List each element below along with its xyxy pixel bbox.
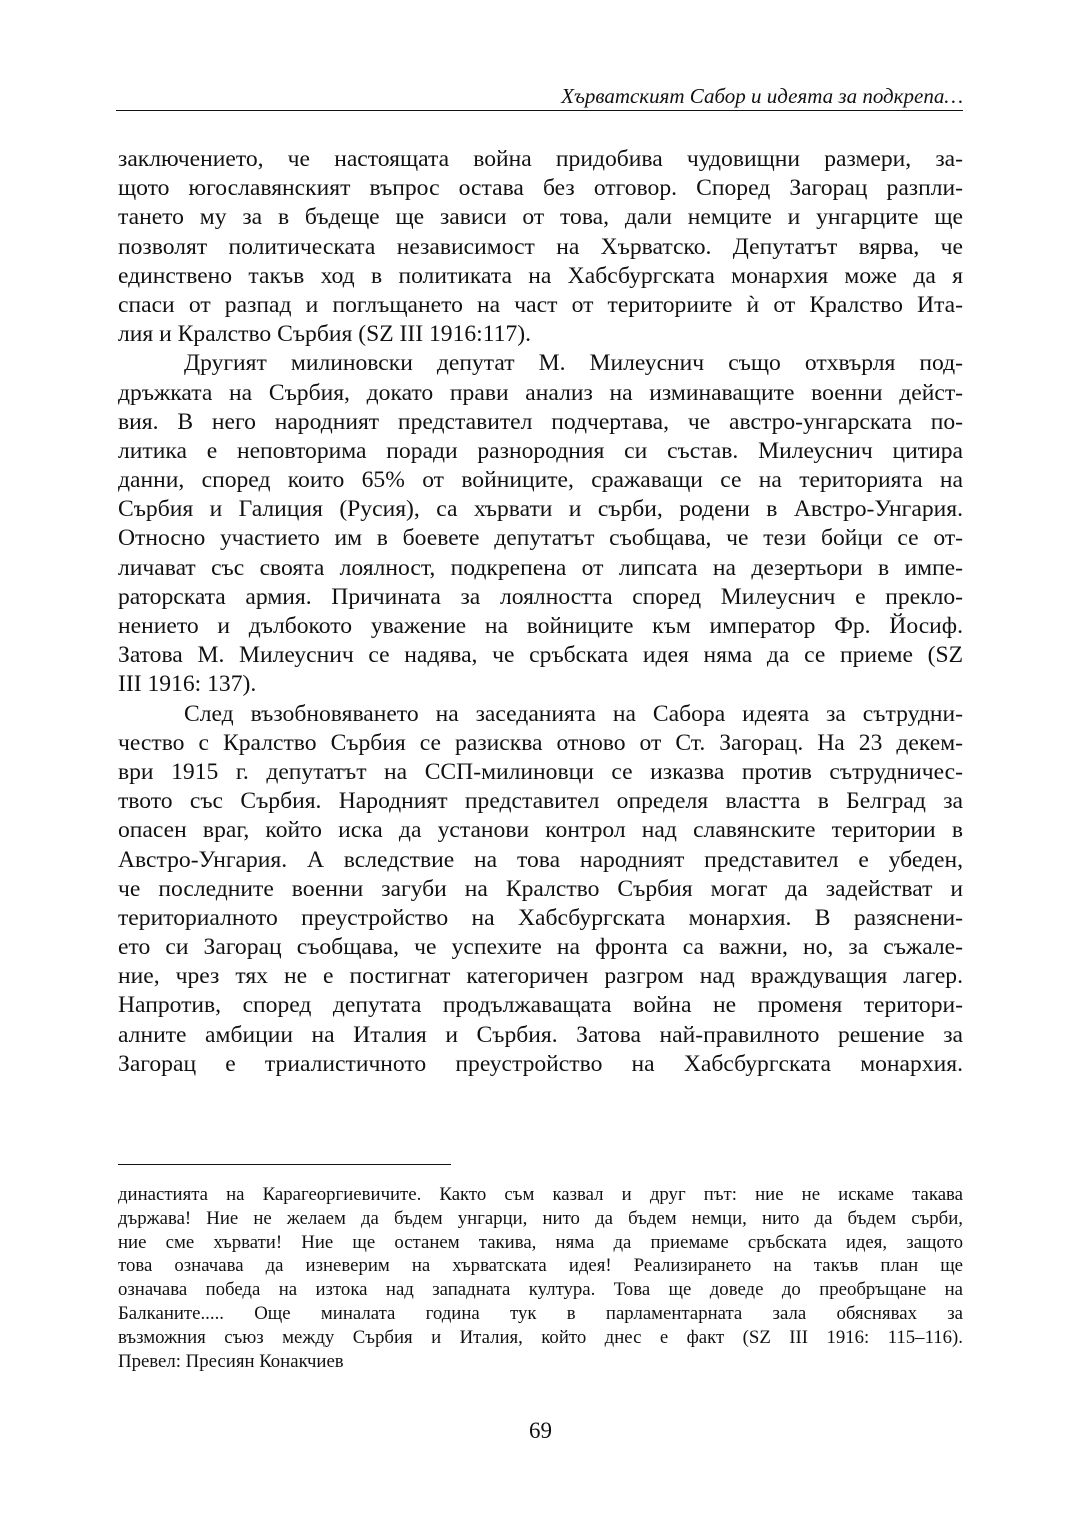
text-line: лия и Кралство Сърбия (SZ III 1916:117). bbox=[118, 321, 532, 348]
text-line: Напротив, според депутата продължаващата война не променя територи- bbox=[118, 992, 963, 1019]
text-line: Сърбия и Галиция (Русия), са хървати и сърби, родени в Австро-Унгария. bbox=[118, 496, 963, 523]
text-line: раторската армия. Причината за лоялността според Милеуснич е прекло- bbox=[118, 583, 963, 610]
text-line: ето си Загорац съобщава, че успехите на фронта са важни, но, за съжале- bbox=[118, 934, 963, 961]
text-line: личават със своята лоялност, подкрепена от липсата на дезертьори в импе- bbox=[118, 554, 963, 581]
text-line: Австро-Унгария. А вследствие на това народният представител е убеден, bbox=[118, 846, 963, 873]
text-line: опасен враг, който иска да установи контрол над славянските територии в bbox=[118, 817, 963, 844]
footnote-line: династията на Карагеоргиевичите. Както съм казвал и друг път: ние не искаме такава bbox=[118, 1184, 963, 1205]
text-line: дръжката на Сърбия, докато прави анализ на изминаващите военни дейст- bbox=[118, 379, 963, 406]
footnote-line: държава! Ние не желаем да бъдем унгарци, нито да бъдем немци, нито да бъдем сърби, bbox=[118, 1207, 963, 1229]
footnote-rule bbox=[118, 1164, 451, 1165]
text-line: алните амбиции на Италия и Сърбия. Затова най-правилното решение за bbox=[118, 1021, 963, 1048]
footnote-line: означава победа на изтока над западната култура. Това ще доведе до преобръщане на bbox=[118, 1279, 963, 1301]
body-text bbox=[118, 145, 963, 1079]
text-line: III 1916: 137). bbox=[118, 671, 257, 698]
footnote-line: това означава да изневерим на хърватската идея! Реализирането на такъв план ще bbox=[118, 1255, 963, 1277]
page-number: 69 bbox=[529, 1418, 552, 1443]
text-line: ние, чрез тях не е постигнат категоричен разгром над враждуващия лагер. bbox=[118, 963, 963, 990]
text-line: териториалното преустройство на Хабсбургската монархия. В разяснени- bbox=[118, 904, 963, 931]
text-line: твото със Сърбия. Народният представител определя властта в Белград за bbox=[118, 788, 963, 815]
text-line: нението и дълбокото уважение на войниците към император Фр. Йосиф. bbox=[118, 613, 963, 639]
text-line: вия. В него народният представител подчертава, че австро-унгарската по- bbox=[118, 408, 963, 435]
text-line: Затова М. Милеуснич се надява, че сръбската идея няма да се приеме (SZ bbox=[118, 642, 963, 669]
text-line: заключението, че настоящата война придобива чудовищни размери, за- bbox=[118, 146, 963, 172]
header-rule bbox=[116, 110, 963, 111]
text-line: тането му за в бъдеще ще зависи от това, дали немците и унгарците ще bbox=[118, 204, 963, 231]
footnote bbox=[118, 1183, 963, 1373]
footnote-line: Балканите..... Още миналата година тук в парламентарната зала обяснявах за bbox=[118, 1302, 963, 1324]
text-line: Относно участието им в боевете депутатът съобщава, че тези бойци се от- bbox=[118, 525, 963, 552]
text-line: спаси от разпад и поглъщането на част от териториите ѝ от Кралство Ита- bbox=[118, 291, 963, 318]
text-line: Загорац е триалистичното преустройство на Хабсбургската монархия. bbox=[118, 1050, 963, 1077]
footnote-line: Превел: Пресиян Конакчиев bbox=[118, 1350, 344, 1372]
text-line: щото югославянският въпрос остава без отговор. Според Загорац разпли- bbox=[118, 175, 963, 202]
text-line: единствено такъв ход в политиката на Хабсбургската монархия може да я bbox=[118, 262, 963, 289]
text-line: позволят политическата независимост на Хърватско. Депутатът вярва, че bbox=[118, 233, 963, 260]
text-line: чество с Кралство Сърбия се разисква отново от Ст. Загорац. На 23 декем- bbox=[118, 729, 963, 756]
running-header: Хърватският Сабор и идеята за подкрепа… bbox=[561, 84, 963, 108]
footnote-line: възможния съюз между Сърбия и Италия, който днес е факт (SZ III 1916: 115–116). bbox=[118, 1326, 963, 1348]
text-line: След възобновяването на заседанията на Сабора идеята за сътрудни- bbox=[184, 700, 963, 727]
text-line: Другият милиновски депутат М. Милеуснич също отхвърля под- bbox=[184, 350, 963, 377]
footnote-line: ние сме хървати! Ние ще останем такива, няма да приемаме сръбската идея, защото bbox=[118, 1231, 963, 1253]
text-line: че последните военни загуби на Кралство Сърбия могат да задействат и bbox=[118, 875, 963, 902]
text-line: литика е неповторима поради разнородния си състав. Милеуснич цитира bbox=[118, 437, 963, 464]
text-line: данни, според които 65% от войниците, сражаващи се на територията на bbox=[118, 467, 963, 494]
text-line: ври 1915 г. депутатът на ССП-милиновци се изказва против сътрудничес- bbox=[118, 758, 963, 785]
